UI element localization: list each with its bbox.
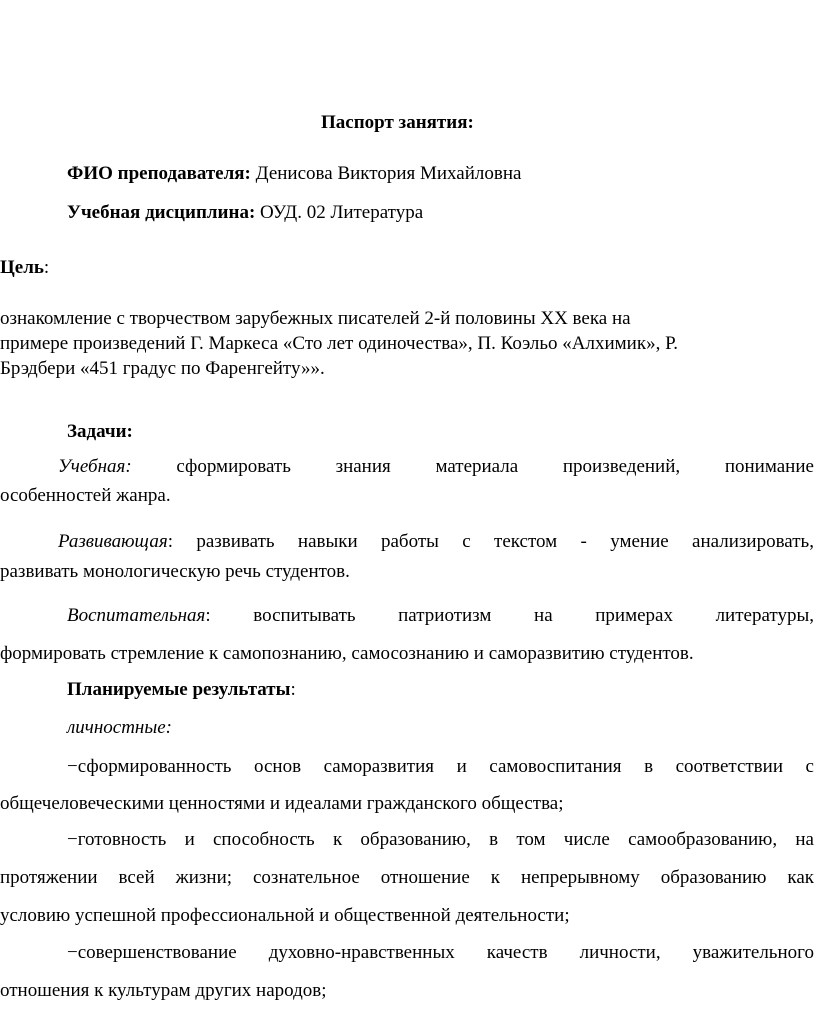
word: к bbox=[490, 867, 500, 888]
word: в bbox=[644, 756, 654, 777]
word: текстом bbox=[494, 531, 558, 552]
word: −совершенствование bbox=[67, 942, 237, 963]
word: сформировать bbox=[176, 456, 291, 477]
word: том bbox=[516, 829, 546, 850]
word: числе bbox=[563, 829, 610, 850]
word: образованию bbox=[660, 867, 767, 888]
results-heading bbox=[67, 680, 296, 699]
results-personal-label: личностные: bbox=[67, 717, 172, 738]
word: жизни; bbox=[175, 867, 233, 888]
page-title: Паспорт занятия: bbox=[321, 112, 474, 133]
result-item-3-line-1 bbox=[67, 943, 814, 962]
goal-line-1: ознакомление с творчеством зарубежных писателей 2-й половины ХХ века на bbox=[0, 308, 631, 329]
word: −сформированность bbox=[67, 756, 232, 777]
word: и bbox=[184, 829, 195, 850]
task-developing-label: Развивающая bbox=[58, 531, 168, 552]
word: как bbox=[787, 867, 814, 888]
word: воспитывать bbox=[253, 605, 356, 626]
word: с bbox=[462, 531, 471, 552]
word: отношение bbox=[380, 867, 470, 888]
word: материала bbox=[435, 456, 519, 477]
word: анализировать, bbox=[692, 531, 814, 552]
colon: : bbox=[290, 679, 296, 700]
word: соответствии bbox=[675, 756, 783, 777]
discipline-line bbox=[67, 203, 423, 222]
result-item-3-line-2: отношения к культурам других народов; bbox=[0, 980, 327, 1001]
word: качеств bbox=[486, 942, 548, 963]
teacher-value: Денисова Виктория Михайловна bbox=[250, 163, 522, 184]
word: на bbox=[795, 829, 814, 850]
word: с bbox=[805, 756, 814, 777]
word: развивать bbox=[196, 531, 275, 552]
word: примерах bbox=[595, 605, 673, 626]
word: способность bbox=[213, 829, 315, 850]
word: патриотизм bbox=[398, 605, 492, 626]
word: произведений, bbox=[562, 456, 681, 477]
result-item-1-line-2: общечеловеческими ценностями и идеалами гражданского общества; bbox=[0, 793, 564, 814]
task-developing-line-2: развивать монологическую речь студентов. bbox=[0, 561, 350, 582]
word: личности, bbox=[579, 942, 661, 963]
word: умение bbox=[610, 531, 669, 552]
word: к bbox=[332, 829, 343, 850]
task-educational-line-2: особенностей жанра. bbox=[0, 485, 171, 506]
task-upbringing-label-wrap bbox=[67, 606, 211, 625]
word: литературы, bbox=[715, 605, 814, 626]
results-heading-label: Планируемые результаты bbox=[67, 679, 291, 700]
result-item-2-line-1 bbox=[67, 830, 814, 849]
tasks-heading: Задачи: bbox=[67, 421, 133, 442]
word: протяжении bbox=[0, 867, 98, 888]
word: образованию, bbox=[360, 829, 471, 850]
goal-label: Цель bbox=[0, 257, 44, 278]
task-educational-label: Учебная: bbox=[58, 456, 132, 477]
discipline-value: ОУД. 02 Литература bbox=[255, 202, 424, 223]
word: и bbox=[456, 756, 467, 777]
goal-line-3: Брэдбери «451 градус по Фаренгейту»». bbox=[0, 358, 325, 379]
word: навыки bbox=[297, 531, 358, 552]
goal-colon: : bbox=[43, 257, 50, 278]
teacher-line bbox=[67, 164, 521, 183]
word: знания bbox=[335, 456, 391, 477]
word: основ bbox=[254, 756, 302, 777]
word: всей bbox=[118, 867, 155, 888]
goal-heading bbox=[0, 258, 49, 277]
word: саморазвития bbox=[323, 756, 435, 777]
teacher-label: ФИО преподавателя: bbox=[67, 163, 251, 184]
task-upbringing-line-2: формировать стремление к самопознанию, самосознанию и саморазвитию студентов. bbox=[0, 643, 694, 664]
word: самовоспитания bbox=[489, 756, 622, 777]
task-upbringing-line-1 bbox=[67, 606, 814, 625]
task-developing-label-wrap bbox=[58, 532, 173, 551]
word: понимание bbox=[724, 456, 814, 477]
word: самообразованию, bbox=[628, 829, 778, 850]
word: на bbox=[534, 605, 553, 626]
word: в bbox=[489, 829, 499, 850]
discipline-label: Учебная дисциплина: bbox=[67, 202, 256, 223]
result-item-2-line-2 bbox=[0, 868, 814, 887]
task-developing-line-1 bbox=[58, 532, 814, 551]
word: работы bbox=[381, 531, 439, 552]
colon: : bbox=[167, 531, 173, 552]
task-upbringing-label: Воспитательная bbox=[67, 605, 206, 626]
word: сознательное bbox=[253, 867, 360, 888]
colon: : bbox=[205, 605, 211, 626]
goal-line-2: примере произведений Г. Маркеса «Сто лет одиночества», П. Коэльо «Алхимик», Р. bbox=[0, 333, 679, 354]
word: духовно-нравственных bbox=[268, 942, 455, 963]
word: −готовность bbox=[67, 829, 167, 850]
word: уважительного bbox=[692, 942, 814, 963]
task-educational-line-1 bbox=[58, 457, 814, 476]
word: - bbox=[580, 531, 587, 552]
word: непрерывному bbox=[520, 867, 640, 888]
result-item-1-line-1 bbox=[67, 757, 814, 776]
result-item-2-line-3: условию успешной профессиональной и общественной деятельности; bbox=[0, 905, 570, 926]
